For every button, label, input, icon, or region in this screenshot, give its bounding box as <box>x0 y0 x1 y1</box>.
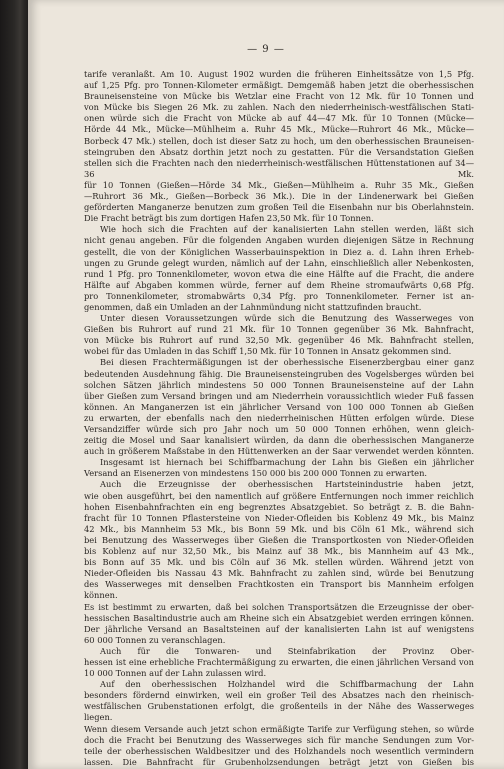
text-line: zeitig die Mosel und Saar kanalisiert würden, da dann die oberhessischen Manganerze <box>84 435 474 446</box>
text-line: hohen Eisenbahnfrachten ein eng begrenztes Absatzgebiet. So beträgt z. B. die Bahn- <box>84 501 474 512</box>
text-line: fracht für 10 Tonnen Pflastersteine von Nieder-Ofleiden bis Koblenz 49 Mk., bis Mainz <box>84 512 474 523</box>
text-line: Borbeck 47 Mk.) stellen, doch ist dieser Satz zu hoch, um den oberhessischen Brauneisen- <box>84 135 474 146</box>
text-line: Auch für die Tonwaren- und Steinfabrikation der Provinz Ober- <box>100 645 474 656</box>
text-line: Wie hoch sich die Frachten auf der kanalisierten Lahn stellen werden, läßt sich <box>100 224 474 235</box>
text-line: hessischen Basaltindustrie auch am Rheine sich ein Absatzgebiet werden erringen können. <box>84 612 474 623</box>
text-line: —Ruhrort 36 Mk., Gießen—Borbeck 36 Mk.). Die in der Lindenerwark bei Gießen <box>84 191 474 202</box>
text-line: lassen. Die Bahnfracht für Grubenholzsendungen beträgt jetzt von Gießen bis <box>84 756 474 767</box>
text-line: Gießen bis Ruhrort auf rund 21 Mk. für 10 Tonnen gegenüber 36 Mk. Bahnfracht, <box>84 324 474 335</box>
text-line: des Wasserweges mit denselben Frachtkosten ein Transport bis Mannheim erfolgen können. <box>84 579 474 601</box>
text-line: genommen, daß ein Umladen an der Lahnmündung nicht stattzufinden braucht. <box>84 301 422 312</box>
text-line: hessen ist eine erhebliche Frachtermäßigung zu erwarten, die einen jährlichen Versand von <box>84 656 474 667</box>
text-line: von Mücke bis Ruhrort auf rund 32,50 Mk. gegenüber 46 Mk. Bahnfracht stellen, <box>84 335 474 346</box>
text-line: Insgesamt ist hiernach bei Schiffbarmachung der Lahn bis Gießen ein jährlicher <box>100 457 474 468</box>
text-line: onen würde sich die Fracht von Mücke ab auf 44—47 Mk. für 10 Tonnen (Mücke— <box>84 113 474 124</box>
text-line: teile der oberhessischen Waldbesitzer und des Holzhandels noch wesentlich vermindern <box>84 745 474 756</box>
text-line: besonders fördernd einwirken, weil ein großer Teil des Absatzes nach den rheinisch- <box>84 690 474 701</box>
text-line: wie oben ausgeführt, bei den namentlich auf größere Entfernungen noch immer reichlich <box>84 490 474 501</box>
text-line: Bei diesen Frachtermäßigungen ist der oberhessische Eisenerzbergbau einer ganz <box>100 357 474 368</box>
text-line: solchen Sätzen jährlich mindestens 50 000 Tonnen Brauneisensteine auf der Lahn <box>84 379 474 390</box>
text-line: Versand an Eisenerzen von mindestens 150 000 bis 200 000 Tonnen zu erwarten. <box>84 468 428 479</box>
text-line: tarife veranlaßt. Am 10. August 1902 wurden die früheren Einheitssätze von 1,5 Pfg. <box>84 69 474 79</box>
text-line: steingruben den Absatz dorthin jetzt noch zu gestatten. Für die Versandstation Gießen <box>84 146 474 157</box>
text-line: Auch die Erzeugnisse der oberhessischen Hartsteinindustrie haben jetzt, <box>100 479 474 490</box>
text-line: von Mücke bis Siegen 26 Mk. zu zahlen. Nach den niederrheinisch-westfälischen Stati- <box>84 102 474 113</box>
text-line: ungen zu Grunde gelegt wurden, nämlich auf der Lahn, einschließlich aller Nebenkosten, <box>84 257 474 268</box>
text-line: Hälfte auf Abgaben kommen würde, ferner auf dem Rheine stromaufwärts 0,68 Pfg. <box>84 279 474 290</box>
text-line: bedeutenden Ausdehnung fähig. Die Brauneisensteingruben des Vogelsberges würden bei <box>84 368 474 379</box>
text-line: Auf den oberhessischen Holzhandel wird die Schiffbarmachung der Lahn <box>100 679 474 690</box>
text-line: Brauneisensteine von Mücke bis Wetzlar eine Fracht von 12 Mk. für 10 Tonnen und <box>84 91 474 102</box>
text-line: Unter diesen Voraussetzungen würde sich die Benutzung des Wasserweges von <box>100 313 474 324</box>
text-line: zu erwarten, der ebenfalls nach den niederrheinischen Hütten erfolgen würde. Diese <box>84 412 474 423</box>
text-line: Der jährliche Versand an Basaltsteinen auf der kanalisierten Lahn ist auf wenigstens <box>84 623 474 634</box>
text-line: Nieder-Ofleiden bis Nassau 43 Mk. Bahnfracht zu zahlen sind, würde bei Benutzung <box>84 568 474 579</box>
text-line: auf 1,25 Pfg. pro Tonnen-Kilometer ermäßigt. Demgemäß haben jetzt die oberhessischen <box>84 80 474 91</box>
text-line: doch die Fracht bei Benutzung des Wasserweges sich für manche Sendungen zum Vor- <box>84 734 474 745</box>
text-line: Die Fracht beträgt bis zum dortigen Hafen 23,50 Mk. für 10 Tonnen. <box>84 213 374 224</box>
text-line: Hörde 44 Mk., Mücke—Mühlheim a. Ruhr 45 Mk., Mücke—Ruhrort 46 Mk., Mücke— <box>84 124 474 135</box>
text-line: 42 Mk., bis Mannheim 53 Mk., bis Bonn 59 Mk. und bis Cöln 61 Mk., während sich <box>84 523 474 534</box>
document-page <box>28 0 504 769</box>
text-line: über Gießen zum Versand bringen und am Niederrhein voraussichtlich wieder Fuß fassen <box>84 390 474 401</box>
text-line: nicht genau angeben. Für die folgenden Angaben wurden diejenigen Sätze in Rechnung <box>84 235 474 246</box>
text-line: 10 000 Tonnen auf der Lahn zulassen wird. <box>84 668 267 679</box>
text-line: westfälischen Grubenstationen erfolgt, die großenteils in der Nähe des Wasserweges liegen. <box>84 701 474 723</box>
page-number: — 9 — <box>247 44 285 55</box>
text-line: stellen sich die Frachten nach den niederrheinisch-westfälischen Hüttenstationen auf 34—36 Mk. <box>84 157 474 179</box>
text-line: bis Koblenz auf nur 32,50 Mk., bis Mainz auf 38 Mk., bis Mannheim auf 43 Mk., <box>84 546 474 557</box>
text-line: rund 1 Pfg. pro Tonnenkilometer, wovon etwa die eine Hälfte auf die Fracht, die andere <box>84 268 474 279</box>
text-line: auch in größerem Maßstabe in den Hüttenwerken an der Saar verwendet werden könnten. <box>84 446 474 457</box>
text-line: 60 000 Tonnen zu veranschlagen. <box>84 634 226 645</box>
body-text <box>84 69 474 768</box>
text-line: Es ist bestimmt zu erwarten, daß bei solchen Transportsätzen die Erzeugnisse der ober- <box>84 601 474 612</box>
text-line: für 10 Tonnen (Gießen—Hörde 34 Mk., Gießen—Mühlheim a. Ruhr 35 Mk., Gießen <box>84 179 474 190</box>
text-line: Versandziffer würde sich pro Jahr noch um 50 000 Tonnen erhöhen, wenn gleich- <box>84 424 474 434</box>
text-line: Wenn diesem Versande auch jetzt schon ermäßigte Tarife zur Verfügung stehen, so würde <box>84 723 474 734</box>
text-line: bei Benutzung des Wasserweges über Gießen die Transportkosten von Nieder-Ofleiden <box>84 534 474 545</box>
text-line: wobei für das Umladen in das Schiff 1,50 Mk. für 10 Tonnen in Ansatz gekommen sind. <box>84 346 452 357</box>
text-line: gestellt, die von der Königlichen Wasserbauinspektion in Diez a. d. Lahn ihren Erheb- <box>84 246 474 257</box>
text-line: bis Bonn auf 35 Mk. und bis Cöln auf 36 Mk. stellen würden. Während jetzt von <box>84 557 474 568</box>
text-line: können. An Manganerzen ist ein jährlicher Versand von 100 000 Tonnen ab Gießen <box>84 401 474 412</box>
text-line: geförderten Manganerze benutzen zum großen Teil die Eisenbahn nur bis Oberlahnstein. <box>84 202 474 213</box>
text-line: pro Tonnenkilometer, stromabwärts 0,34 Pfg. pro Tonnenkilometer. Ferner ist an- <box>84 290 474 301</box>
